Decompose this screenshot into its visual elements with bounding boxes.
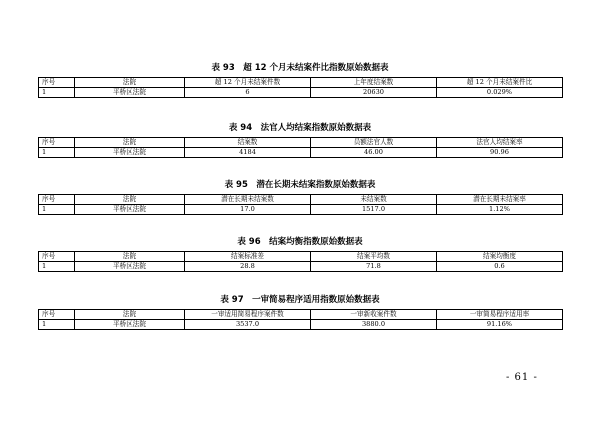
table-cell: 3880.0 <box>311 320 437 330</box>
table-caption: 表 93 超 12 个月未结案件比指数原始数据表 <box>211 63 389 73</box>
table-header-cell: 序号 <box>39 78 75 88</box>
data-table <box>38 309 563 330</box>
data-table-block <box>38 62 562 98</box>
table-header-cell: 潜在长期未结案率 <box>437 195 563 205</box>
table-header-cell: 法院 <box>75 252 185 262</box>
table-header-cell: 结案数 <box>185 138 311 148</box>
table-cell: 91.16% <box>437 320 563 330</box>
table-header-cell: 结案均衡度 <box>437 252 563 262</box>
table-caption: 表 94 法官人均结案指数原始数据表 <box>228 123 372 133</box>
table-cell: 平桥区法院 <box>75 148 185 158</box>
table-cell: 平桥区法院 <box>75 205 185 215</box>
data-table <box>38 194 563 215</box>
table-header-row <box>39 138 563 148</box>
table-header-cell: 结案平均数 <box>311 252 437 262</box>
table-header-cell: 员额法官人数 <box>311 138 437 148</box>
table-header-cell: 超 12 个月未结案件比 <box>437 78 563 88</box>
table-header-cell: 法官人均结案率 <box>437 138 563 148</box>
table-header-cell: 法院 <box>75 310 185 320</box>
table-cell: 4184 <box>185 148 311 158</box>
table-cell: 0.029% <box>437 88 563 98</box>
table-cell: 平桥区法院 <box>75 262 185 272</box>
table-caption: 表 96 结案均衡指数原始数据表 <box>237 237 363 247</box>
table-caption: 表 97 一审简易程序适用指数原始数据表 <box>220 295 380 305</box>
table-header-cell: 一审简易程序适用率 <box>437 310 563 320</box>
table-header-cell: 法院 <box>75 195 185 205</box>
table-row <box>39 88 563 98</box>
table-cell: 71.8 <box>311 262 437 272</box>
table-cell: 1 <box>39 262 75 272</box>
table-cell: 6 <box>185 88 311 98</box>
table-header-row <box>39 195 563 205</box>
table-caption: 表 95 潜在长期未结案指数原始数据表 <box>224 180 376 190</box>
table-cell: 17.0 <box>185 205 311 215</box>
table-header-cell: 序号 <box>39 138 75 148</box>
table-row <box>39 320 563 330</box>
page-number: - 61 - <box>506 372 538 383</box>
table-row <box>39 148 563 158</box>
table-cell: 1 <box>39 88 75 98</box>
table-header-cell: 上年度结案数 <box>311 78 437 88</box>
table-header-row <box>39 78 563 88</box>
table-cell: 1 <box>39 148 75 158</box>
data-table-block <box>38 294 562 330</box>
table-header-cell: 序号 <box>39 252 75 262</box>
table-row <box>39 205 563 215</box>
table-cell: 90.96 <box>437 148 563 158</box>
table-header-cell: 潜在长期未结案数 <box>185 195 311 205</box>
table-cell: 1517.0 <box>311 205 437 215</box>
table-cell: 1 <box>39 320 75 330</box>
table-cell: 20630 <box>311 88 437 98</box>
table-cell: 0.6 <box>437 262 563 272</box>
table-header-cell: 法院 <box>75 138 185 148</box>
data-table <box>38 251 563 272</box>
data-table-block <box>38 236 562 272</box>
table-cell: 28.8 <box>185 262 311 272</box>
data-table <box>38 77 563 98</box>
data-table <box>38 137 563 158</box>
table-cell: 3537.0 <box>185 320 311 330</box>
table-header-row <box>39 310 563 320</box>
table-header-cell: 序号 <box>39 310 75 320</box>
table-header-cell: 一审新收案件数 <box>311 310 437 320</box>
table-header-cell: 未结案数 <box>311 195 437 205</box>
table-header-cell: 序号 <box>39 195 75 205</box>
table-row <box>39 262 563 272</box>
table-cell: 1 <box>39 205 75 215</box>
table-header-row <box>39 252 563 262</box>
table-cell: 1.12% <box>437 205 563 215</box>
data-table-block <box>38 122 562 158</box>
table-cell: 46.00 <box>311 148 437 158</box>
table-cell: 平桥区法院 <box>75 320 185 330</box>
table-header-cell: 法院 <box>75 78 185 88</box>
table-header-cell: 结案标准差 <box>185 252 311 262</box>
table-header-cell: 一审适用简易程序案件数 <box>185 310 311 320</box>
table-header-cell: 超 12 个月未结案件数 <box>185 78 311 88</box>
data-table-block <box>38 179 562 215</box>
table-cell: 平桥区法院 <box>75 88 185 98</box>
